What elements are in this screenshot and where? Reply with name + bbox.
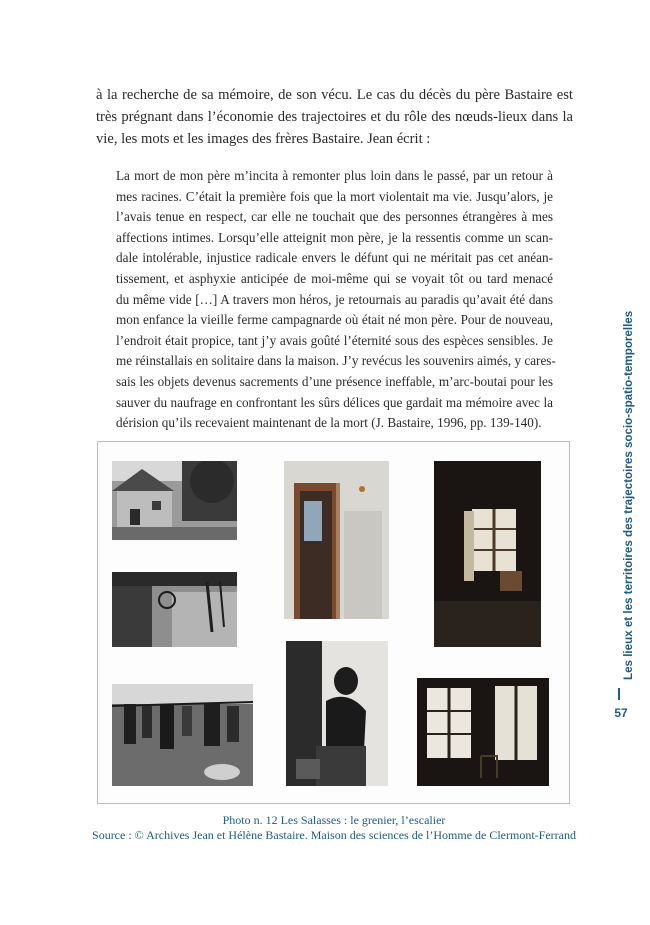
- intro-line: vie, les mots et les images des frères Bastaire. Jean écrit :: [96, 131, 431, 147]
- sidebar-rule: [618, 688, 620, 700]
- photo-window-room: [434, 461, 541, 647]
- quote-line: l’avais tenue en respect, car elle ne touchait que des personnes étrangères à mes: [116, 209, 553, 225]
- photo-laundry: [112, 684, 253, 786]
- photo-collage: [97, 441, 570, 804]
- quote-line: me réinstallais en solitaire dans la maison. J’y revécus les souvenirs aimés, y cares-: [116, 353, 556, 369]
- photo-window-chair: [417, 678, 549, 786]
- photo-person: [286, 641, 388, 786]
- quote-line: sais les objets devenus sacrements d’une présence ineffable, m’arc-boutai pour les: [116, 373, 553, 389]
- photo-attic-tools: [112, 572, 237, 647]
- photo-open-door: [284, 461, 389, 619]
- caption-title: Photo n. 12 Les Salasses : le grenier, l’escalier: [222, 813, 446, 827]
- figure-caption: [60, 813, 608, 843]
- quote-line: du même vide […] A travers mon héros, je retournais au paradis qu’avait été dans: [116, 291, 553, 307]
- intro-line: à la recherche de sa mémoire, de son vécu. Le cas du décès du père Bastaire est: [96, 87, 573, 103]
- quote-line: La mort de mon père m’incita à remonter plus loin dans le passé, par un retour à: [116, 168, 553, 183]
- running-title: Les lieux et les territoires des trajectoires socio-spatio-temporelles: [622, 310, 635, 680]
- quote-line: mes racines. C’était la première fois que la mort violentait ma vie. Jusqu’alors, je: [116, 188, 553, 204]
- caption-source: Source : © Archives Jean et Hélène Bastaire. Maison des sciences de l’Homme de Clermont-Ferrand: [92, 828, 576, 842]
- quote-line: tissement, et asphyxie anticipée de moi-même qui se voyait tôt ou tard menacé: [116, 270, 553, 286]
- quote-line: mon enfance la vieille ferme campagnarde où était né mon père. Pour de nouveau,: [116, 312, 553, 328]
- quote-line: dale intolérable, injustice radicale envers le défunt qui ne méritait pas cet anéan-: [116, 250, 553, 266]
- block-quote: [116, 166, 556, 434]
- quote-line: l’endroit était propice, tant j’y avais goûté l’éternité sous des espèces sensibles. Je: [116, 332, 553, 348]
- quote-line: affections intimes. Lorsqu’elle atteignit mon père, je la ressentis comme un scan-: [116, 229, 553, 245]
- quote-line: sauver du naufrage en confrontant les sûrs délices que gardait ma mémoire avec la: [116, 394, 553, 410]
- page-number: 57: [614, 706, 628, 720]
- intro-line: très prégnant dans l’économie des trajectoires et du rôle des nœuds-lieux dans la: [96, 109, 573, 125]
- quote-line: dérision qu’ils recevaient maintenant de la mort (J. Bastaire, 1996, pp. 139-140).: [116, 415, 542, 431]
- photo-farmhouse: [112, 461, 237, 540]
- intro-paragraph: [96, 84, 573, 150]
